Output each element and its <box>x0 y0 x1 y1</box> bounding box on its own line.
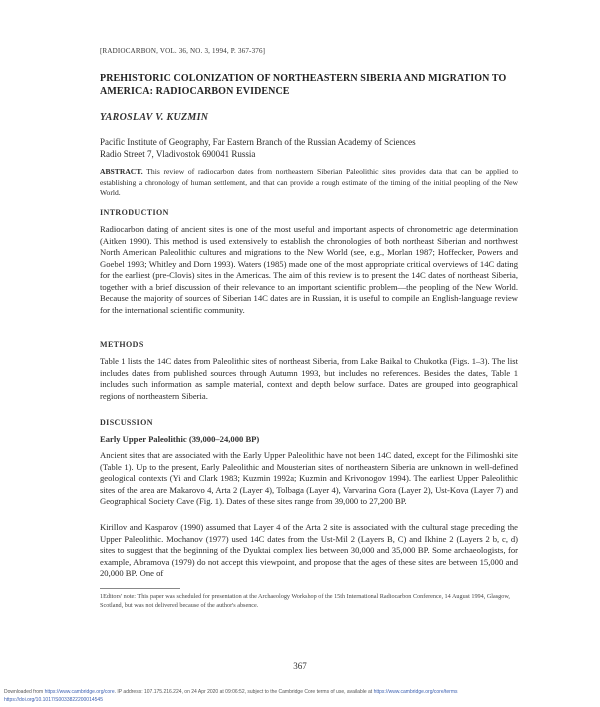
article-title: PREHISTORIC COLONIZATION OF NORTHEASTERN SIBERIA AND MIGRATION TO AMERICA: RADIOCARBON EVIDENCE <box>100 73 507 97</box>
footnote-divider <box>100 588 180 589</box>
doi-link[interactable]: https://doi.org/10.1017/S0033822200014545 <box>4 697 103 703</box>
methods-paragraph: Table 1 lists the 14C dates from Paleolithic sites of northeast Siberia, from Lake Baikal to Chukotka (Figs. 1–3). The list includes dates from published sources through Autumn 1993, but includes no references. Besides the dates, Table 1 includes such information as sample material, context and depth below surface. Dates are grouped into geographical regions of northeastern Siberia. <box>100 356 518 401</box>
download-prefix: Downloaded from <box>4 689 44 695</box>
section-heading-methods: METHODS <box>100 340 144 349</box>
author-name: YAROSLAV V. KUZMIN <box>100 112 209 123</box>
subsection-heading: Early Upper Paleolithic (39,000–24,000 BP) <box>100 434 260 444</box>
affiliation-line-1: Pacific Institute of Geography, Far Eastern Branch of the Russian Academy of Sciences <box>100 137 416 147</box>
abstract <box>100 167 518 199</box>
terms-link[interactable]: https://www.cambridge.org/core/terms <box>373 689 458 695</box>
discussion-paragraph-1: Ancient sites that are associated with the Early Upper Paleolithic have not been 14C dated, except for the Filimoshki site (Table 1). Up to the present, Early Paleolithic and Mousterian sites of northeastern Siberia are unknown in well-defined geological contexts (Yi and Clark 1983; Kuzmin 1992a; Kuzmin and Krivonogov 1994). The earliest Upper Paleolithic sites of the area are Makarovo 4, Arta 2 (Layer 4), Tolbaga (Layer 4), Varvarina Gora (Layer 2), Ust-Kova (Layer 7) and Geographical Society Cave (Fig. 1). Dates of these sites range from 39,000 to 27,200 BP. <box>100 450 518 506</box>
discussion-paragraph-2: Kirillov and Kasparov (1990) assumed that Layer 4 of the Arta 2 site is associated with the cultural stage preceding the Upper Paleolithic. Mochanov (1977) used 14C dates from the Ust-Mil 2 (Layers B, C) and Ikhine 2 (Layers 2 b, c, d) sites to suggest that the beginning of the Dyuktai complex lies between 30,000 and 35,000 BP. Some archaeologists, for example, Abramova (1979) do not accept this viewpoint, and propose that the ages of these sites are between 15,000 and 20,000 BP. One of <box>100 522 518 578</box>
page-number: 367 <box>293 661 307 671</box>
journal-reference: [RADIOCARBON, VOL. 36, NO. 3, 1994, P. 367-376] <box>100 47 266 55</box>
introduction-paragraph: Radiocarbon dating of ancient sites is one of the most useful and important aspects of chronometric age determination (Aitken 1990). This method is used extensively to establish the chronologies of both northeast Siberian and northwest North American Paleolithic cultures and migrations to the New World (see, e.g., Morlan 1987; Hoffecker, Powers and Goebel 1993; Whitley and Dorn 1993). Waters (1985) made one of the most appropriate critical overviews of 14C dating for the earliest (pre-Clovis) sites in the Americas. The aim of this review is to present the 14C dates of northeast Siberia, together with a brief discussion of their relevance to an important scientific problem—the peopling of the New World. Because the majority of sources of Siberian 14C dates are in Russian, it is useful to compile an English-language review for the international scientific community. <box>100 224 518 315</box>
author-affiliation <box>100 136 520 160</box>
section-heading-discussion: DISCUSSION <box>100 418 153 427</box>
affiliation-line-2: Radio Street 7, Vladivostok 690041 Russia <box>100 149 256 159</box>
footnote: 1Editors' note: This paper was scheduled for presentation at the Archaeology Workshop of the 15th International Radiocarbon Conference, 14 August 1994, Glasgow, Scotland, but was not delivered because of the author's absence. <box>100 593 510 609</box>
section-heading-introduction: INTRODUCTION <box>100 208 169 217</box>
download-details: . IP address: 107.175.216.224, on 24 Apr 2020 at 09:06:52, subject to the Cambridge Core terms of use, available at <box>114 689 373 695</box>
abstract-label: ABSTRACT. <box>100 167 143 176</box>
cambridge-core-link[interactable]: https://www.cambridge.org/core <box>44 689 115 695</box>
abstract-text: This review of radiocarbon dates from northeastern Siberian Paleolithic sites provides data that can be applied to establishing a chronology of human settlement, and that can provide a rough estimate of the timing of the initial peopling of the New World. <box>100 167 518 197</box>
download-notice <box>4 688 596 704</box>
